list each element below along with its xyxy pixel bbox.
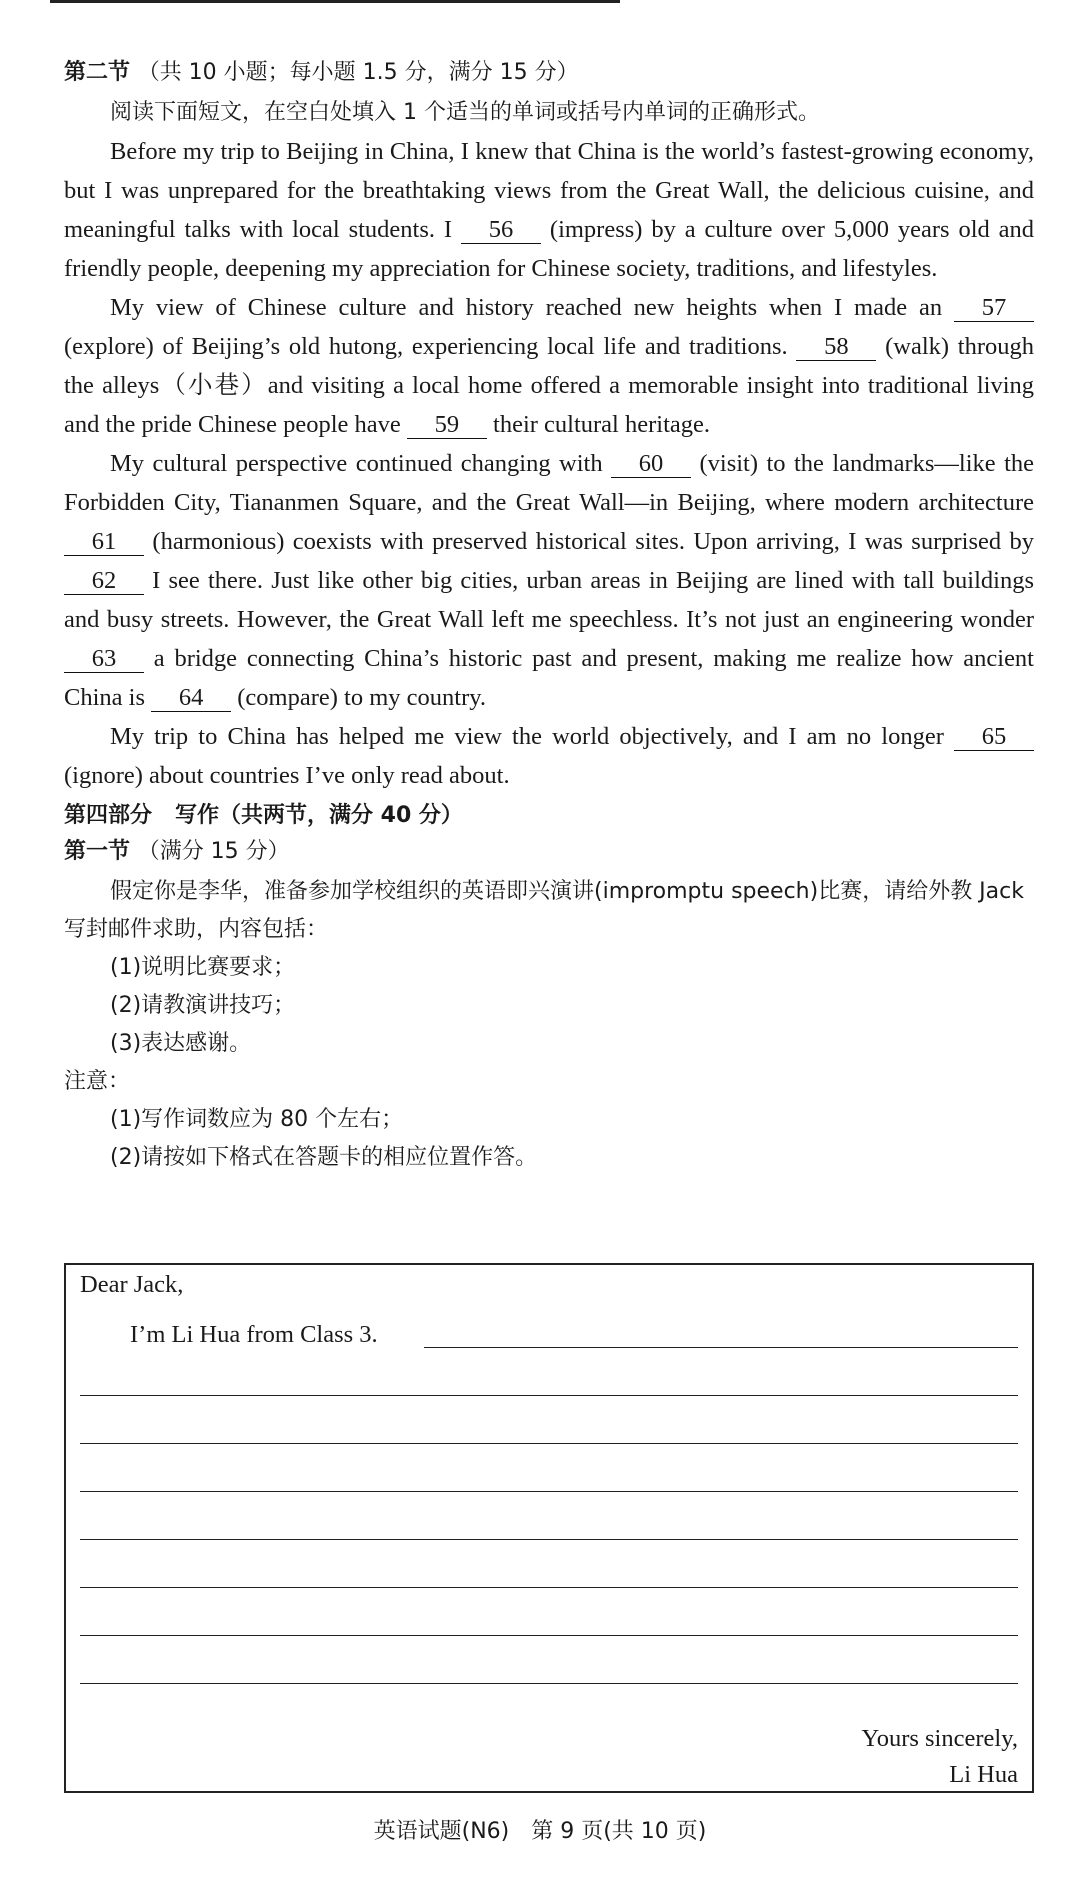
section2-heading [64,58,1034,88]
blank-56: 56 [461,217,541,244]
passage-text: (harmonious) coexists with preserved historical sites. Upon arriving, I was surprised by [152,528,1035,555]
page-footer: 英语试题(N6) 第 9 页(共 10 页) [373,1819,707,1844]
section1-info: （满分 15 分） [137,839,290,864]
writing-line[interactable] [80,1635,1018,1636]
letter-signature: Li Hua [949,1761,1018,1788]
passage-text: (walk) through the alleys（小巷）and visiting a local home offered a memorable insight into traditional living and the pride Chinese people have [64,333,1035,438]
section2-title: 第二节 [64,60,131,85]
letter-opening: I’m Li Hua from Class 3. [130,1321,378,1348]
section1-heading [64,837,1034,867]
passage-text: (ignore) about countries I’ve only read about. [64,762,510,789]
blank-62: 62 [64,568,144,595]
note-item: (1)写作词数应为 80 个左右； [110,1107,404,1132]
passage-text: I see there. Just like other big cities, urban areas in Beijing are lined with tall buildings and busy streets. However, the Great Wall left me speechless. It’s not just an engineering wonder [64,567,1034,633]
passage-text: their cultural heritage. [493,411,711,438]
letter-salutation: Dear Jack, [80,1271,184,1298]
section1-title: 第一节 [64,839,131,864]
note-item: (2)请按如下格式在答题卡的相应位置作答。 [110,1145,538,1170]
prompt-item: (1)说明比赛要求； [110,955,296,980]
blank-61: 61 [64,529,144,556]
passage-text: (compare) to my country. [237,684,487,711]
passage-text: My view of Chinese culture and history reached new heights when I made an [110,294,943,321]
passage-paragraph-1 [64,132,1034,288]
writing-line[interactable] [80,1539,1018,1540]
passage-paragraph-2 [64,288,1034,444]
writing-line[interactable] [80,1491,1018,1492]
passage-paragraph-4 [64,717,1034,795]
blank-65: 65 [954,724,1034,751]
part4-subtitle: 写作（共两节，满分 40 分） [175,803,463,828]
prompt-item: (2)请教演讲技巧； [110,993,296,1018]
passage-text: (visit) to the landmarks—like the Forbidden City, Tiananmen Square, and the Great Wall—in Beijing, where modern architecture [64,450,1034,516]
passage-text: My cultural perspective continued changing with [110,450,603,477]
prompt-item: (3)表达感谢。 [110,1031,252,1056]
writing-line[interactable] [424,1347,1018,1348]
blank-58: 58 [796,334,876,361]
passage-text: (explore) of Beijing’s old hutong, experiencing local life and traditions. [64,333,788,360]
writing-line[interactable] [80,1395,1018,1396]
writing-line[interactable] [80,1587,1018,1588]
notes-label: 注意： [64,1069,131,1094]
writing-prompt: 假定你是李华，准备参加学校组织的英语即兴演讲(impromptu speech)比赛，请给外教 Jack 写封邮件求助，内容包括： [64,879,1024,942]
writing-line[interactable] [80,1683,1018,1684]
passage-text: Before my trip to Beijing in China, I knew that China is the world’s fastest-growing economy, but I was unprepared for the breathtaking views from the Great Wall, the delicious cuisine, and meaningful talks with local students. I [64,138,1034,243]
section2-info: （共 10 小题；每小题 1.5 分，满分 15 分） [137,60,579,85]
blank-59: 59 [407,412,487,439]
letter-answer-box [64,1263,1034,1793]
exam-page [64,52,1034,1177]
section2-instruction: 阅读下面短文，在空白处填入 1 个适当的单词或括号内单词的正确形式。 [110,100,820,125]
blank-57: 57 [954,295,1034,322]
letter-closing: Yours sincerely, [861,1725,1018,1752]
part4-title: 第四部分 [64,803,153,828]
writing-line[interactable] [80,1443,1018,1444]
blank-60: 60 [611,451,691,478]
top-rule [50,0,620,3]
blank-64: 64 [151,685,231,712]
passage-text: (impress) by a culture over 5,000 years old and friendly people, deepening my appreciation for Chinese society, traditions, and lifestyles. [64,216,1035,282]
blank-63: 63 [64,646,144,673]
passage-paragraph-3 [64,444,1034,717]
passage-text: a bridge connecting China’s historic past and present, making me realize how ancient China is [64,645,1034,711]
passage-text: My trip to China has helped me view the world objectively, and I am no longer [110,723,944,750]
part4-heading [64,801,1034,831]
